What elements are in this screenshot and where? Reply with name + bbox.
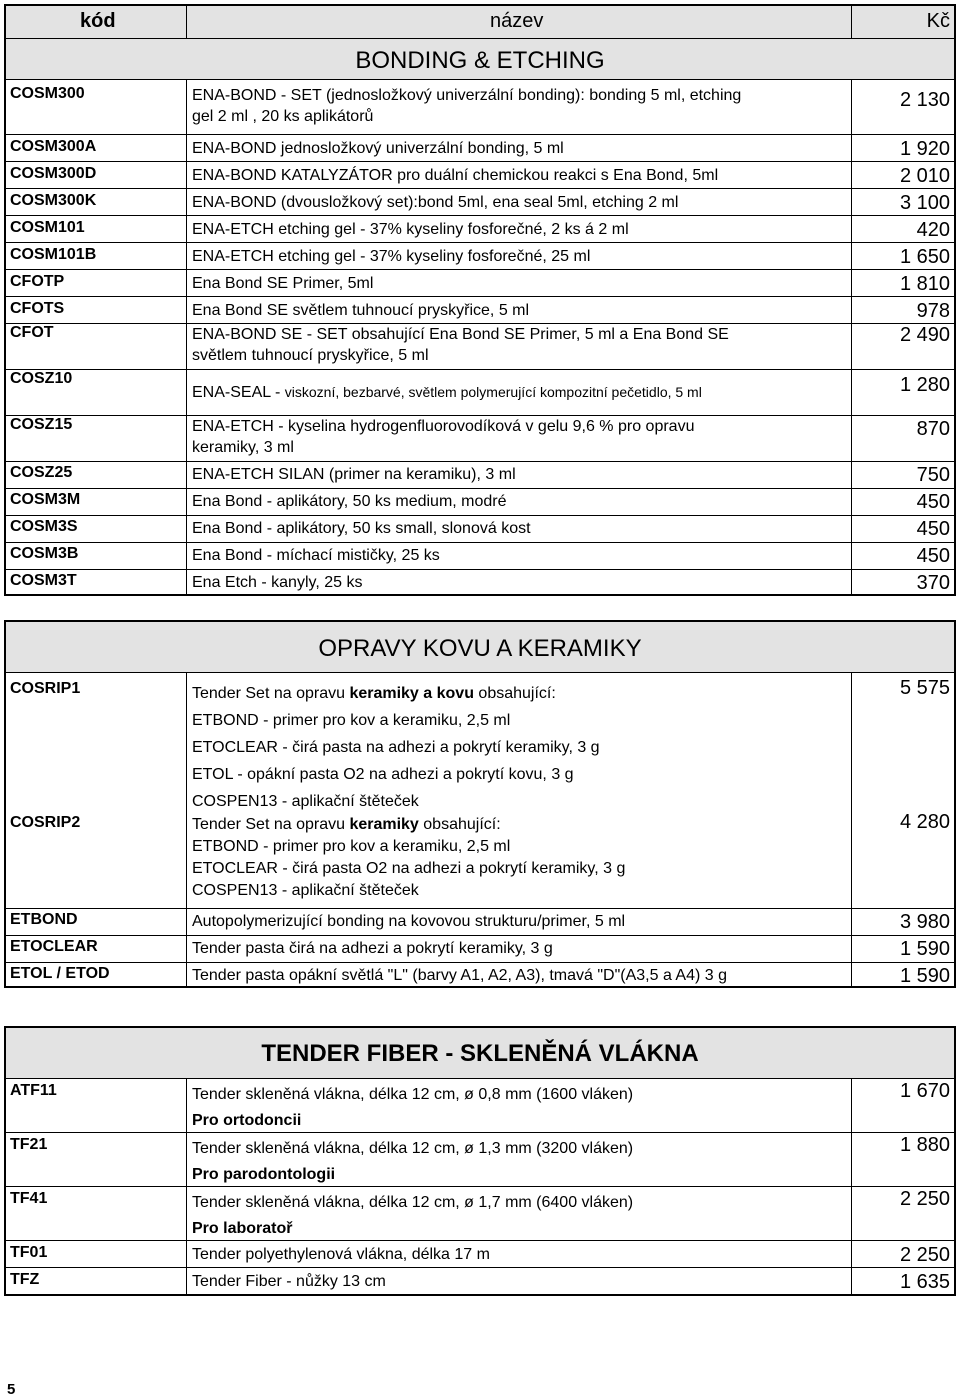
product-price: 2 010 [899,165,950,187]
product-price: 4 280 [899,811,950,833]
product-description: Tender Set na opravu keramiky a kovu obsahující: ETBOND - primer pro kov a keramiku, 2,5 ml ETOCLEAR - čirá pasta na adhezi a pokrytí keramiky, 3 g ETOL - opákní pasta O2 na adhezi a pokrytí kovu, 3 g COSPEN13 - aplikační štěteček [192,685,600,810]
product-price: 1 590 [899,965,950,987]
product-price: 2 250 [899,1188,950,1210]
product-price: 3 980 [899,911,950,933]
product-description: ENA-BOND jednosložkový univerzální bonding, 5 ml [192,140,564,157]
product-description: Ena Bond SE Primer, 5ml [192,275,374,292]
product-code: TF41 [10,1190,48,1207]
product-description: Ena Bond - aplikátory, 50 ks medium, modré [192,493,507,510]
product-price: 1 880 [899,1134,950,1156]
header-name: název [490,10,544,32]
product-price: 450 [916,545,950,567]
product-code: COSM3M [10,491,81,508]
product-code: TFZ [10,1271,40,1288]
section-title: OPRAVY KOVU A KERAMIKY [318,635,642,662]
product-price: 1 280 [899,374,950,396]
product-description: Tender skleněná vlákna, délka 12 cm, ø 1,7 mm (6400 vláken) Pro laboratoř [192,1190,847,1242]
product-price: 370 [916,572,950,594]
product-price: 1 670 [899,1080,950,1102]
product-code: COSM3T [10,572,77,589]
section-title: TENDER FIBER - SKLENĚNÁ VLÁKNA [261,1040,699,1067]
product-code: COSRIP2 [10,814,81,831]
product-price: 1 810 [899,273,950,295]
product-code: COSZ10 [10,370,73,387]
product-description: ENA-BOND - SET (jednosložkový univerzální bonding): bonding 5 ml, etching gel 2 ml , 20 ks aplikátorů [192,87,742,125]
product-price: 2 490 [899,324,950,346]
product-price: 750 [916,464,950,486]
product-description: Tender pasta čirá na adhezi a pokrytí keramiky, 3 g [192,940,553,957]
price-table-metal-ceramic-repair [4,620,956,988]
product-code: COSM300A [10,138,97,155]
product-price: 1 635 [899,1271,950,1293]
usage-note: Pro laboratoř [192,1220,293,1237]
product-code: ETOCLEAR [10,938,98,955]
product-price: 3 100 [899,192,950,214]
product-code: COSM300 [10,85,85,102]
product-description: Tender polyethylenová vlákna, délka 17 m [192,1246,490,1263]
product-price: 1 920 [899,138,950,160]
product-code: COSZ15 [10,416,73,433]
product-code: COSM101B [10,246,97,263]
product-price: 450 [916,491,950,513]
product-code: COSM101 [10,219,85,236]
product-description: ENA-ETCH etching gel - 37% kyseliny fosforečné, 25 ml [192,248,591,265]
product-code: ETBOND [10,911,78,928]
product-price: 420 [916,219,950,241]
product-price: 2 250 [899,1244,950,1266]
product-code: CFOTS [10,300,65,317]
product-price: 1 650 [899,246,950,268]
product-description: ENA-ETCH etching gel - 37% kyseliny fosforečné, 2 ks á 2 ml [192,221,629,238]
product-description: Tender Fiber - nůžky 13 cm [192,1273,386,1290]
price-table-tender-fiber [4,1026,956,1296]
section-title: BONDING & ETCHING [355,47,605,74]
product-price: 5 575 [899,677,950,699]
product-price: 870 [916,418,950,440]
product-description: Tender skleněná vlákna, délka 12 cm, ø 0,8 mm (1600 vláken) Pro ortodoncii [192,1082,847,1134]
product-code: TF01 [10,1244,48,1261]
product-code: COSM300K [10,192,97,209]
product-description: ENA-SEAL - viskozní, bezbarvé, světlem polymerující kompozitní pečetidlo, 5 ml [192,384,702,401]
usage-note: Pro ortodoncii [192,1112,302,1129]
product-description: Autopolymerizující bonding na kovovou strukturu/primer, 5 ml [192,913,626,930]
product-price: 2 130 [899,89,950,111]
product-price: 978 [916,300,950,322]
header-band [6,6,954,38]
product-code: COSM300D [10,165,97,182]
header-code: kód [80,10,116,32]
product-description: Tender pasta opákní světlá "L" (barvy A1, A2, A3), tmavá "D"(A3,5 a A4) 3 g [192,967,728,984]
header-price: Kč [926,10,950,32]
product-code: TF21 [10,1136,48,1153]
product-code: ETOL / ETOD [10,965,110,982]
product-description: Ena Bond - míchací mističky, 25 ks [192,547,440,564]
product-code: COSM3B [10,545,79,562]
product-description: ENA-BOND SE - SET obsahující Ena Bond SE Primer, 5 ml a Ena Bond SE světlem tuhnoucí pryskyřice, 5 ml [192,326,729,364]
product-code: CFOTP [10,273,65,290]
price-table-bonding-etching [4,4,956,596]
product-description: Ena Etch - kanyly, 25 ks [192,574,363,591]
product-description: ENA-BOND KATALYZÁTOR pro duální chemickou reakci s Ena Bond, 5ml [192,167,719,184]
product-code: CFOT [10,324,54,341]
product-price: 1 590 [899,938,950,960]
product-description: Tender Set na opravu keramiky obsahující: ETBOND - primer pro kov a keramiku, 2,5 ml ETOCLEAR - čirá pasta O2 na adhezi a pokrytí keramiky, 3 g COSPEN13 - aplikační štěteček [192,816,626,899]
product-description: Tender skleněná vlákna, délka 12 cm, ø 1,3 mm (3200 vláken) Pro parodontologii [192,1136,847,1188]
product-description: ENA-BOND (dvousložkový set):bond 5ml, ena seal 5ml, etching 2 ml [192,194,679,211]
page-number: 5 [7,1381,16,1398]
product-description: ENA-ETCH SILAN (primer na keramiku), 3 ml [192,466,516,483]
product-description: Ena Bond SE světlem tuhnoucí pryskyřice, 5 ml [192,302,530,319]
usage-note: Pro parodontologii [192,1166,336,1183]
product-code: COSZ25 [10,464,73,481]
product-description: ENA-ETCH - kyselina hydrogenfluorovodíková v gelu 9,6 % pro opravu keramiky, 3 ml [192,418,695,456]
product-description: Ena Bond - aplikátory, 50 ks small, slonová kost [192,520,531,537]
product-code: ATF11 [10,1082,57,1099]
product-code: COSRIP1 [10,680,81,697]
product-price: 450 [916,518,950,540]
product-code: COSM3S [10,518,78,535]
